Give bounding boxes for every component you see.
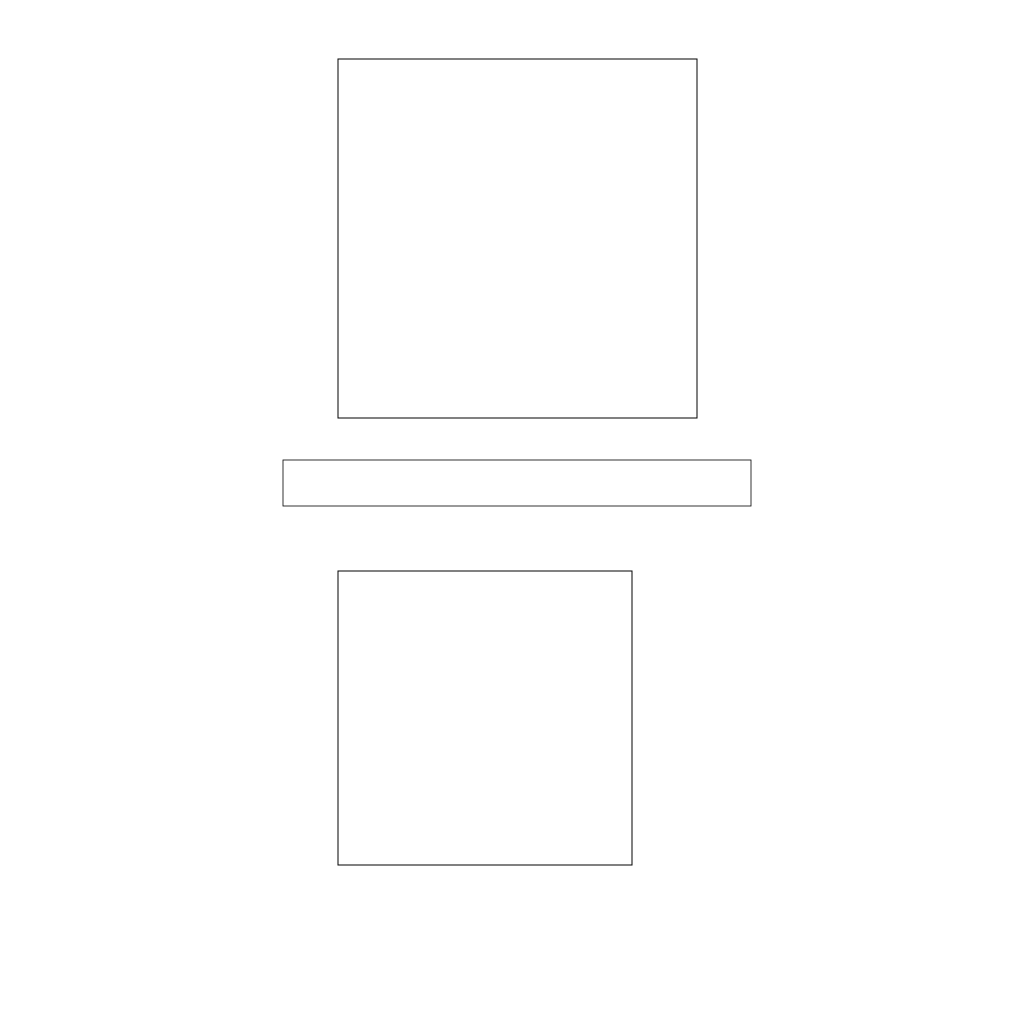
legend xyxy=(283,460,751,506)
legend-box xyxy=(283,460,751,506)
difference-chart xyxy=(338,571,632,865)
difference-plot-frame xyxy=(338,571,632,865)
annual-cycle-chart xyxy=(338,59,697,418)
plot-frame xyxy=(338,59,697,418)
